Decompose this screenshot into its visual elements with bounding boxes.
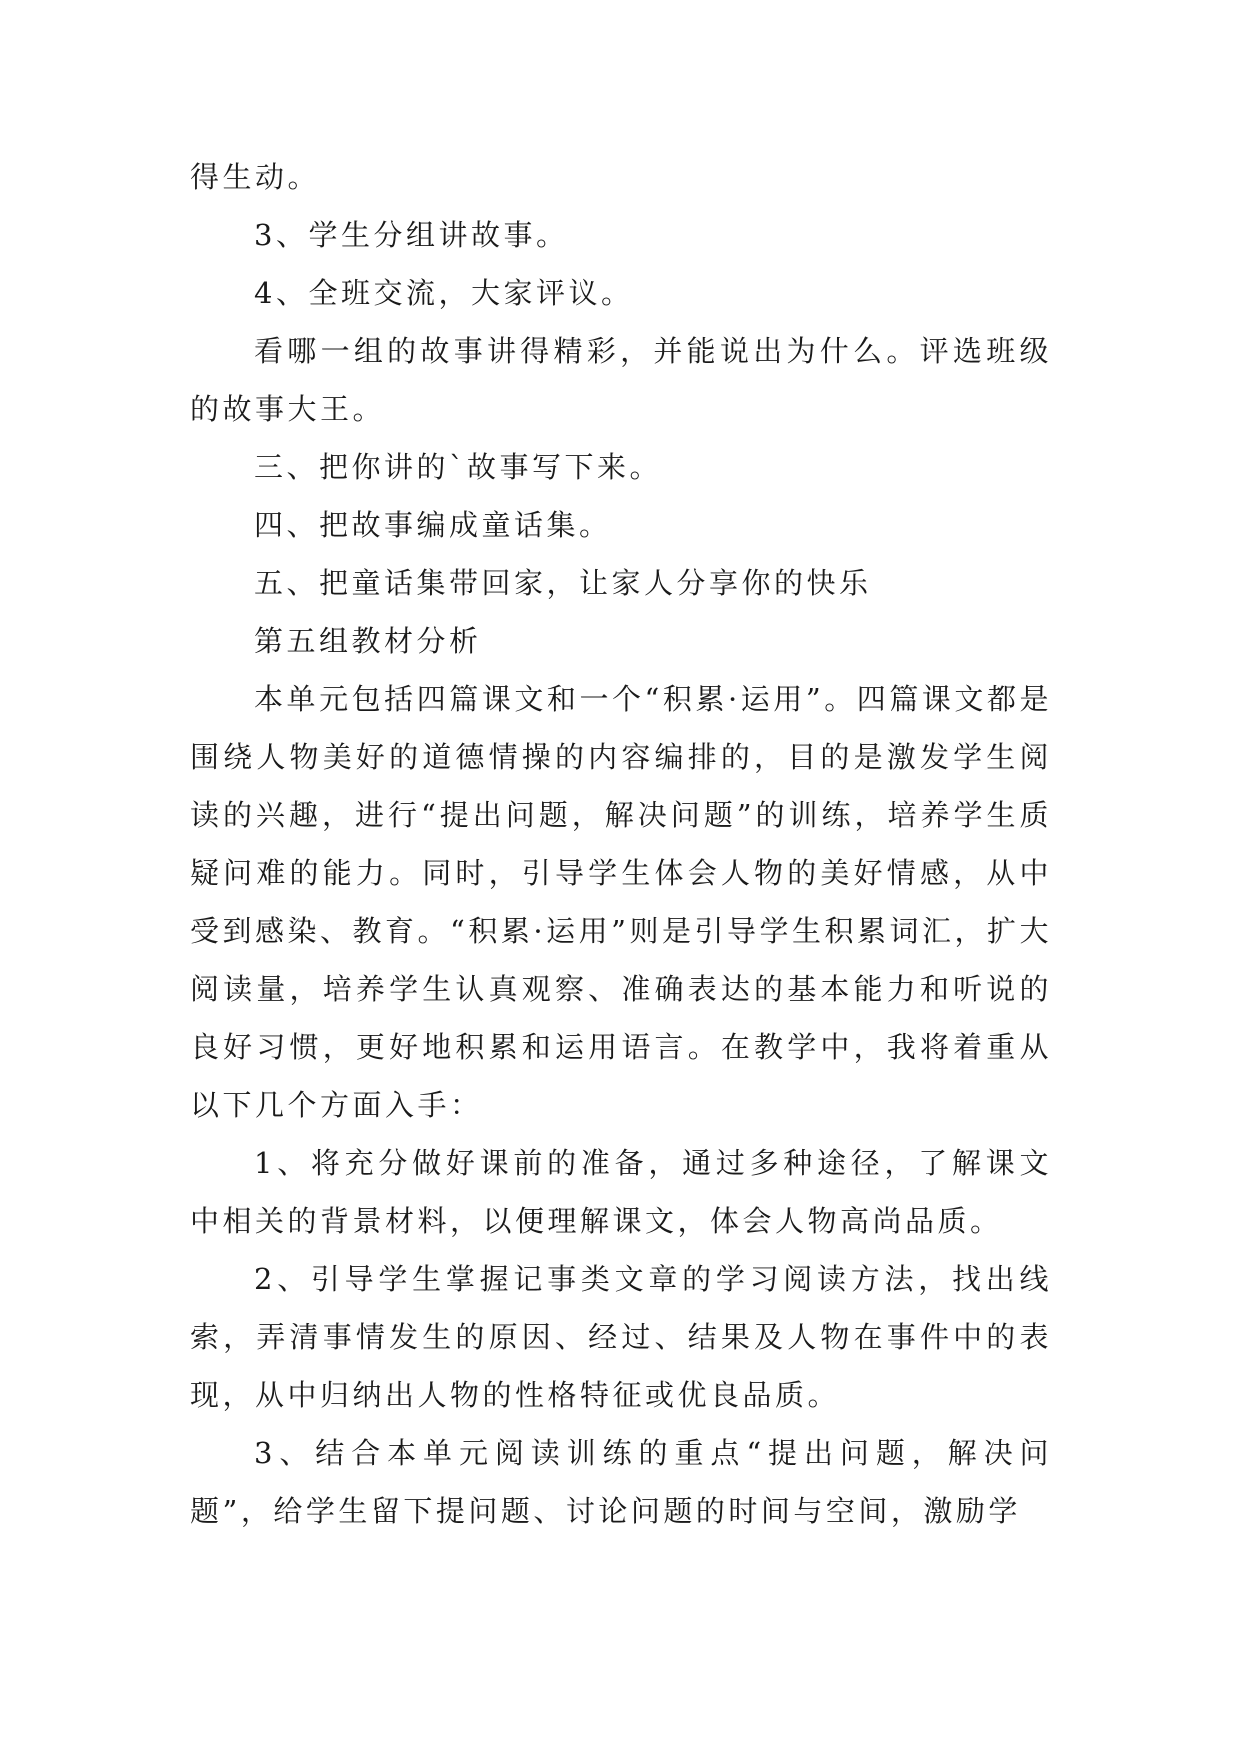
paragraph-continuation: 得生动。 xyxy=(190,160,321,194)
paragraph-step-3: 3、学生分组讲故事。 xyxy=(254,218,569,252)
paragraph-point-1: 1、将充分做好课前的准备，通过多种途径，了解课文中相关的背景材料，以便理解课文，体会人物高尚品质。 xyxy=(190,1146,1052,1238)
paragraph-evaluate: 看哪一组的故事讲得精彩，并能说出为什么。评选班级的故事大王。 xyxy=(190,334,1052,426)
paragraph-section-4: 四、把故事编成童话集。 xyxy=(254,508,612,542)
paragraph-point-3: 3、结合本单元阅读训练的重点“提出问题，解决问题”，给学生留下提问题、讨论问题的时间与空间，激励学 xyxy=(190,1436,1052,1528)
document-body xyxy=(190,148,1052,1540)
paragraph-section-3: 三、把你讲的`故事写下来。 xyxy=(254,450,663,484)
paragraph-unit-overview: 本单元包括四篇课文和一个“积累·运用”。四篇课文都是围绕人物美好的道德情操的内容编排的，目的是激发学生阅读的兴趣，进行“提出问题，解决问题”的训练，培养学生质疑问难的能力。同时，引导学生体会人物的美好情感，从中受到感染、教育。“积累·运用”则是引导学生积累词汇，扩大阅读量，培养学生认真观察、准确表达的基本能力和听说的良好习惯，更好地积累和运用语言。在教学中，我将着重从以下几个方面入手： xyxy=(190,682,1052,1122)
paragraph-point-2: 2、引导学生掌握记事类文章的学习阅读方法，找出线索，弄清事情发生的原因、经过、结果及人物在事件中的表现，从中归纳出人物的性格特征或优良品质。 xyxy=(190,1262,1052,1412)
section-heading: 第五组教材分析 xyxy=(254,624,482,658)
paragraph-section-5: 五、把童话集带回家，让家人分享你的快乐 xyxy=(254,566,872,600)
paragraph-step-4: 4、全班交流，大家评议。 xyxy=(254,276,634,310)
